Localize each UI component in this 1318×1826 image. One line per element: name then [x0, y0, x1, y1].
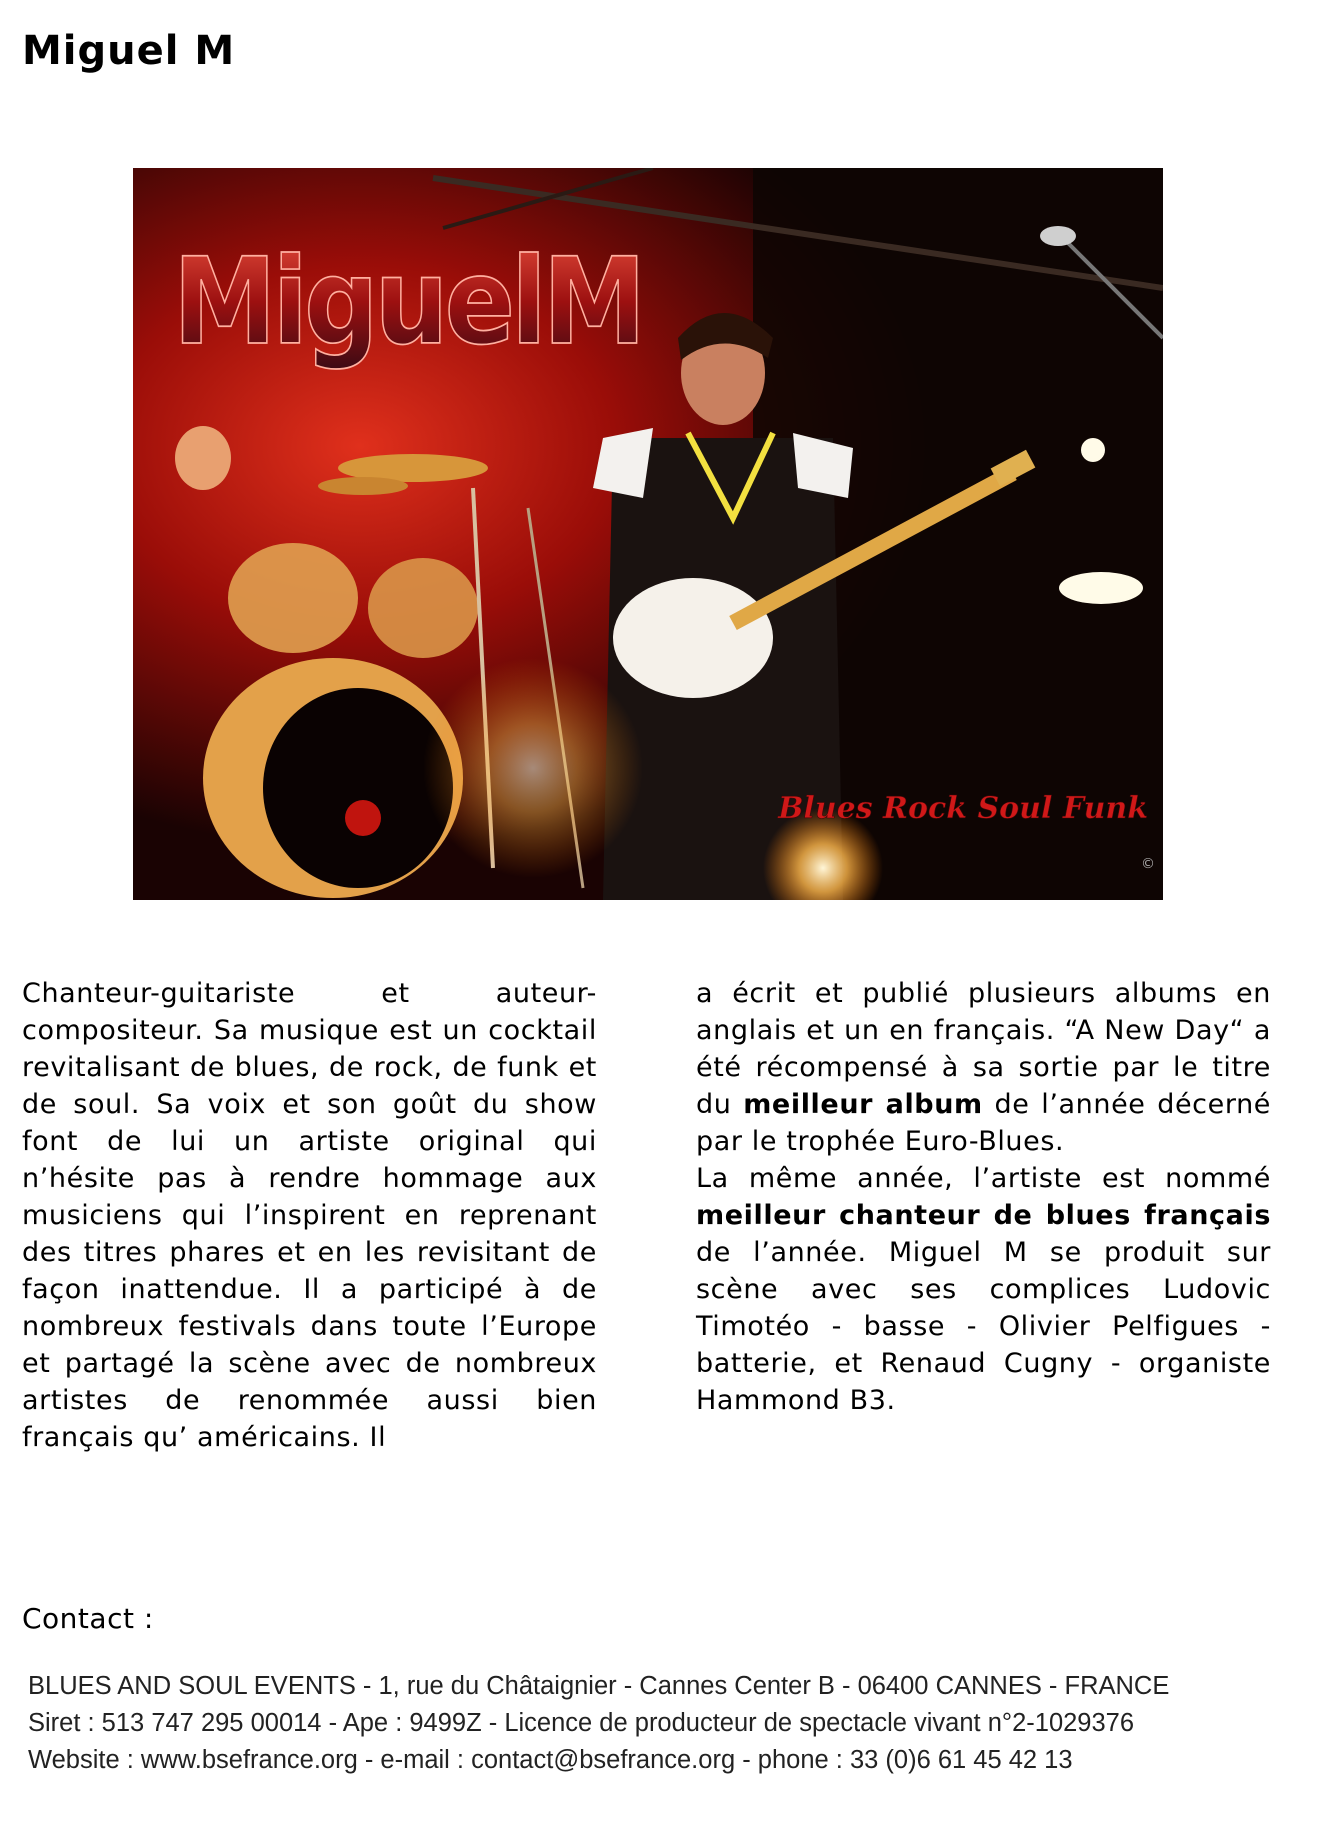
- bio-text: de l’année décerné par le trophée Euro-Blues.: [696, 1089, 1271, 1157]
- microphone-icon: [1040, 226, 1076, 246]
- tagline-text: Blues Rock Soul Funk: [778, 791, 1148, 826]
- drummer-figure: [175, 426, 231, 490]
- bio-text: de l’année. Miguel M se produit sur scène avec ses complices Ludovic Timotéo - basse - Olivier Pelfigues - batterie, et Renaud Cugny - organiste Hammond B3.: [696, 1237, 1271, 1416]
- contact-web-line: Website : www.bsefrance.org - e-mail : contact@bsefrance.org - phone : 33 (0)6 61 45 42 13: [28, 1746, 1073, 1774]
- bio-bold-text: meilleur chanteur de blues français: [696, 1200, 1271, 1231]
- contact-footer: [28, 1668, 1169, 1779]
- contact-legal-line: Siret : 513 747 295 00014 - Ape : 9499Z - Licence de producteur de spectacle vivant n°2-1029376: [28, 1709, 1135, 1737]
- bio-bold-text: meilleur album: [743, 1089, 983, 1120]
- logo-text: MiguelM: [173, 232, 643, 372]
- copyright-mark: ©: [1141, 856, 1155, 872]
- bio-paragraph: Chanteur-guitariste et auteur-compositeur. Sa musique est un cocktail revitalisant de blues, de rock, de funk et de soul. Sa voix et son goût du show font de lui un artiste original qui n’hésite pas à rendre hommage aux musiciens qui l’inspirent en reprenant des titres phares et en les revisitant de façon inattendue. Il a participé à de nombreux festivals dans toute l’Europe et partagé la scène avec de nombreux artistes de renommée aussi bien français qu’ américains. Il: [22, 978, 597, 1453]
- bio-paragraph-singer: [696, 1160, 1271, 1419]
- street-lamp: [1059, 572, 1143, 604]
- page-title: Miguel M: [22, 28, 236, 74]
- contact-label: Contact :: [22, 1602, 154, 1635]
- contact-address-line: BLUES AND SOUL EVENTS - 1, rue du Châtaignier - Cannes Center B - 06400 CANNES - FRANCE: [28, 1672, 1170, 1700]
- bio-paragraph-awards: [696, 975, 1271, 1160]
- bio-text: La même année, l’artiste est nommé: [696, 1163, 1271, 1194]
- bio-left-column: [22, 975, 597, 1456]
- bio-text: a écrit et publié plusieurs albums en anglais et un en français. “A New Day“ a été récompensé à sa sortie par le titre du: [696, 978, 1271, 1120]
- bio-right-column: [696, 975, 1271, 1419]
- concert-photo: [133, 168, 1163, 900]
